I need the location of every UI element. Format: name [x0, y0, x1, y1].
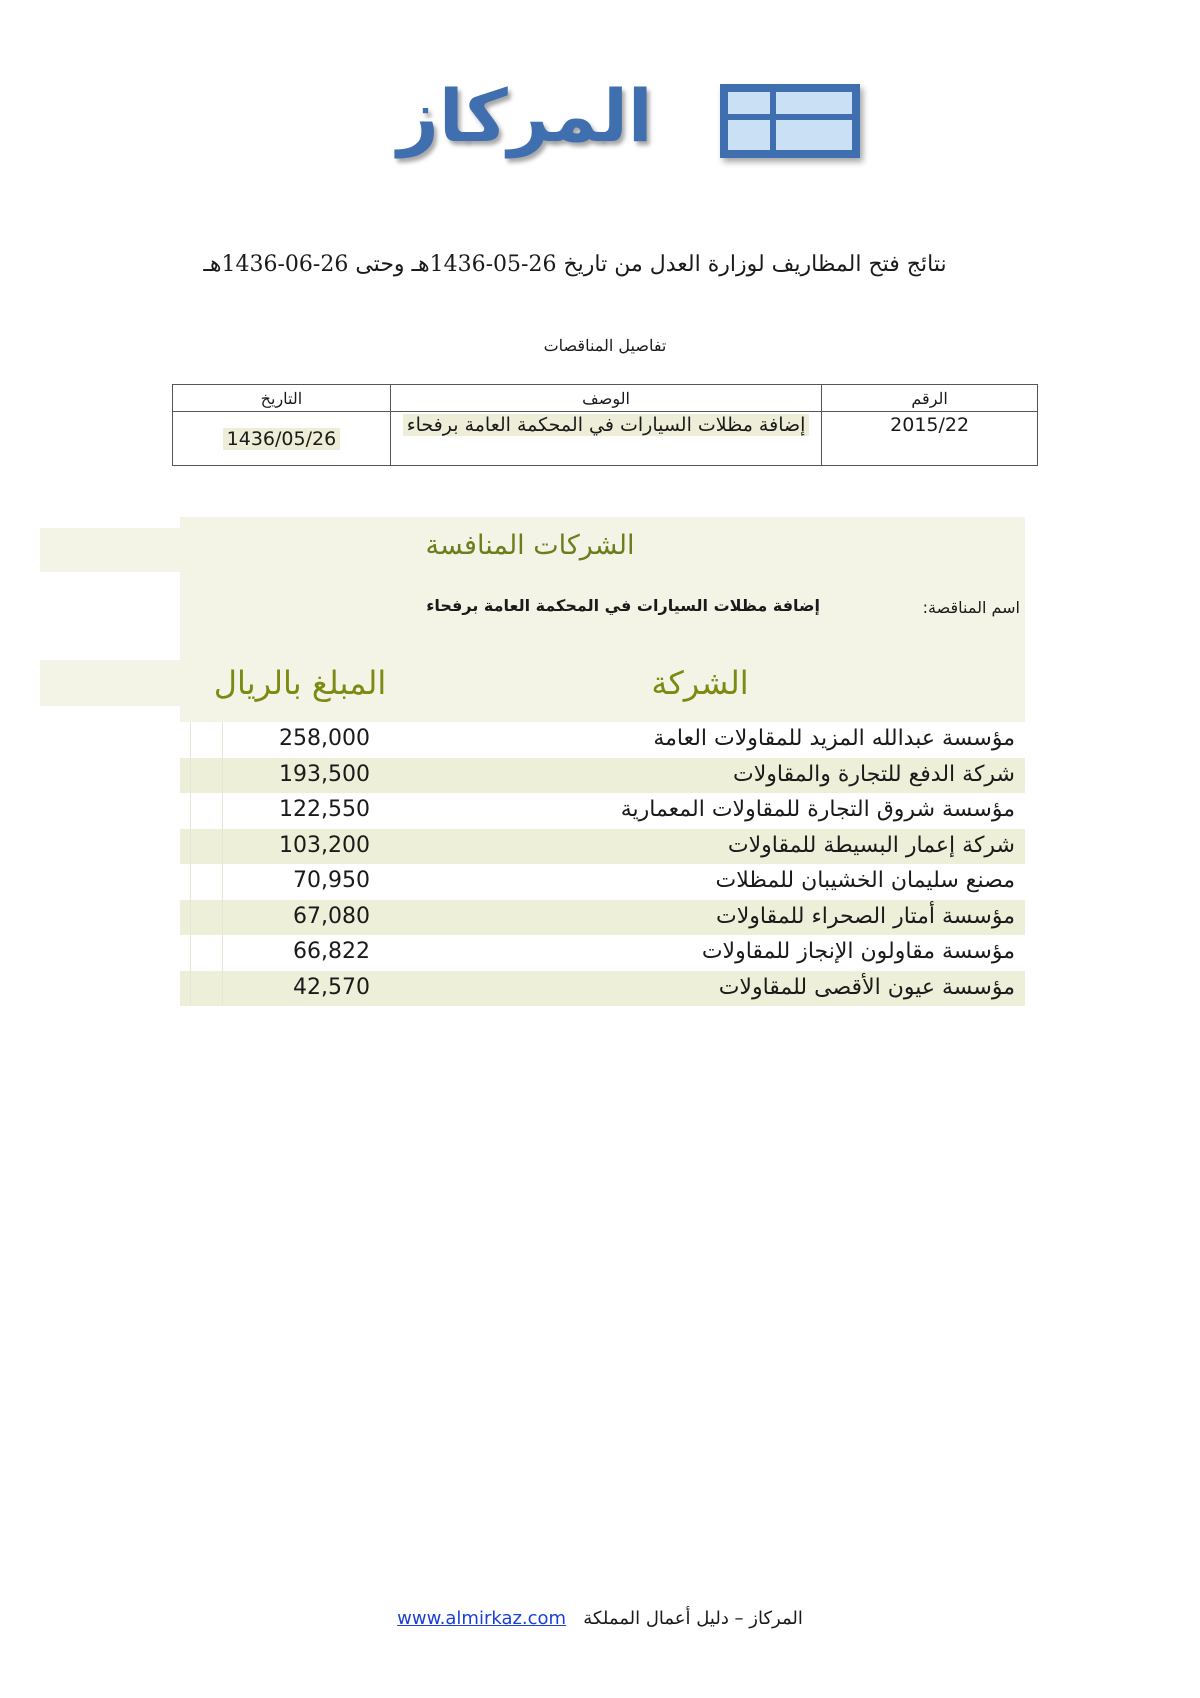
bid-amount: 122,550 — [279, 797, 370, 822]
bid-amount: 66,822 — [293, 939, 370, 964]
list-item — [180, 864, 1025, 900]
tender-number-value: 2015/22 — [890, 414, 970, 436]
list-item — [180, 971, 1025, 1007]
list-item — [180, 935, 1025, 971]
tender-date — [173, 412, 391, 466]
bid-amount: 193,500 — [279, 761, 370, 787]
company-name: شركة إعمار البسيطة للمقاولات — [727, 832, 1015, 858]
tender-number — [822, 412, 1038, 466]
tender-name-label: اسم المناقصة: — [922, 598, 1020, 617]
section-subtitle: تفاصيل المناقصات — [543, 336, 667, 355]
company-name: مصنع سليمان الخشيبان للمظلات — [715, 868, 1015, 893]
header-band-extension — [40, 660, 185, 706]
company-name: مؤسسة مقاولون الإنجاز للمقاولات — [701, 939, 1015, 964]
page-footer — [300, 1608, 900, 1629]
logo-grid-icon — [720, 84, 860, 158]
page-title: نتائج فتح المظاريف لوزارة العدل من تاريخ 26-05-1436هـ وحتى 26-06-1436هـ — [203, 252, 947, 277]
list-item — [180, 900, 1025, 936]
company-name: شركة الدفع للتجارة والمقاولات — [733, 761, 1015, 787]
competitors-list — [180, 722, 1025, 1006]
footer-text: المركاز – دليل أعمال المملكة — [583, 1608, 803, 1629]
bid-amount: 70,950 — [293, 868, 370, 893]
column-header-number: الرقم — [822, 385, 1038, 412]
company-name: مؤسسة شروق التجارة للمقاولات المعمارية — [620, 797, 1015, 822]
bid-amount: 42,570 — [293, 974, 370, 1000]
tender-description-value: إضافة مظلات السيارات في المحكمة العامة برفحاء — [403, 414, 810, 436]
logo-wordmark: المركاز — [397, 74, 653, 158]
company-name: مؤسسة أمتار الصحراء للمقاولات — [716, 903, 1015, 929]
bid-amount: 67,080 — [293, 903, 370, 929]
footer-website-link[interactable]: www.almirkaz.com — [397, 1608, 567, 1629]
company-name: مؤسسة عيون الأقصى للمقاولات — [718, 974, 1015, 1000]
list-item — [180, 829, 1025, 865]
tender-details-table — [172, 384, 1038, 466]
list-item — [180, 722, 1025, 758]
almirkaz-logo — [360, 70, 860, 170]
column-header-description: الوصف — [390, 385, 821, 412]
bid-amount: 103,200 — [279, 832, 370, 858]
column-header-company: الشركة — [651, 664, 749, 702]
list-item — [180, 793, 1025, 829]
tender-description — [390, 412, 821, 466]
bid-amount: 258,000 — [279, 726, 370, 751]
competitors-title: الشركات المنافسة — [425, 530, 635, 561]
company-name: مؤسسة عبدالله المزيد للمقاولات العامة — [653, 726, 1015, 751]
column-header-amount: المبلغ بالريال — [213, 664, 387, 702]
list-item — [180, 758, 1025, 794]
tender-date-value: 1436/05/26 — [223, 428, 341, 450]
table-row — [173, 412, 1038, 466]
title-band-extension — [40, 528, 185, 572]
column-header-date: التاريخ — [173, 385, 391, 412]
tender-name-value: إضافة مظلات السيارات في المحكمة العامة برفحاء — [426, 596, 820, 615]
